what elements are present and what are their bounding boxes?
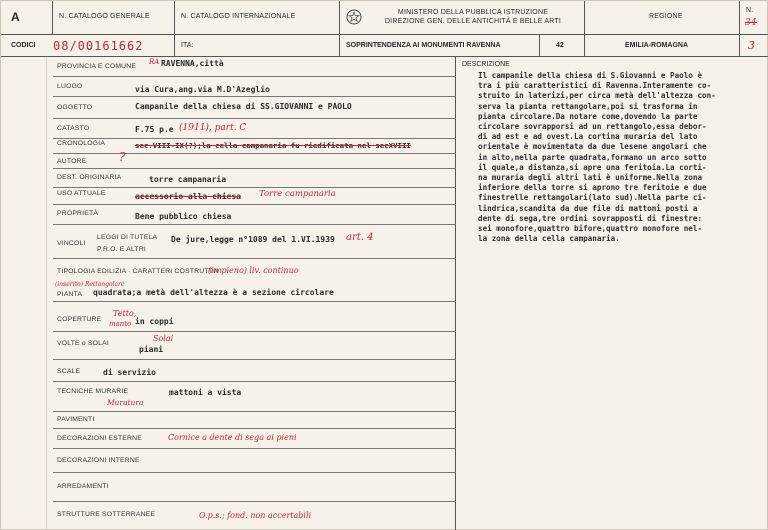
catalogo-internazionale-cell [175,1,340,35]
code-cell [540,35,585,57]
coperture-hand2: manto [109,320,132,328]
ita-cell [175,35,340,57]
field-pianta [53,280,456,302]
strutture-label: STRUTTURE SOTTERRANEE [57,511,156,518]
provincia-hand: RA [149,58,160,66]
description-panel [456,57,768,530]
pavimenti-label: PAVIMENTI [57,416,95,423]
field-arredamenti [53,473,456,502]
n-label: N. [746,7,754,14]
proprieta-label: PROPRIETÀ [57,210,99,217]
luogo-value: via Cura,ang.via M.D'Azeglio [135,85,270,94]
n-value: 3 [748,39,755,52]
scale-label: SCALE [57,368,81,375]
punch-margin [46,57,47,530]
provincia-label: PROVINCIA E COMUNE [57,63,137,70]
field-proprieta [53,205,456,225]
n-cell [740,1,768,35]
codes-row [1,35,768,57]
oggetto-label: OGGETTO [57,104,93,111]
provincia-value: RAVENNA,città [161,59,224,68]
proprieta-value: Bene pubblico chiesa [135,212,232,221]
uso-hand: Torre campanaria [259,189,336,199]
leggi-label: LEGGI DI TUTELA [97,234,158,241]
field-tipologia [53,259,456,280]
tecniche-label: TECNICHE MURARIE [57,388,129,395]
luogo-label: LUOGO [57,83,83,90]
field-decor-est [53,429,456,449]
republic-emblem-icon [346,9,362,25]
catasto-value: F.75 p.e [135,125,174,134]
coperture-hand: Tetto, [113,309,137,318]
field-luogo [53,77,456,97]
n-value-cell [740,35,768,57]
catasto-hand: (1911), part. C [179,123,247,133]
autore-hand: ? [119,150,126,164]
dest-value: torre campanaria [149,175,227,184]
coperture-label: COPERTURE [57,316,102,323]
cronologia-value: sec.VIII-IX(?);la cella campanaria fu riedificata nel secXVIII [135,141,411,150]
leggi-hand: art. 4 [346,232,374,243]
description-label: DESCRIZIONE [462,61,510,68]
soprintendenza-value: SOPRINTENDENZA AI MONUMENTI RAVENNA [346,42,501,49]
field-vincoli [53,225,456,259]
field-oggetto [53,97,456,119]
field-coperture [53,302,456,332]
field-pavimenti [53,412,456,429]
header-row [1,1,768,35]
regione-label: REGIONE [649,13,683,20]
strutture-hand: O.p.s.; fond. non accertabili [199,511,312,520]
field-catasto [53,119,456,139]
decor-est-hand: Cornice a dente di sega ai pieni [168,433,297,442]
form-fields [1,57,456,530]
code-value: 42 [556,42,564,49]
ministry-line2: DIREZIONE GEN. DELLE ANTICHITÀ E BELLE ARTI [384,18,562,25]
codici-label: CODICI [11,42,36,49]
field-autore [53,150,456,169]
ministry-line1: MINISTERO DELLA PUBBLICA ISTRUZIONE [397,9,549,16]
volte-label: VOLTE o SOLAI [57,340,109,347]
autore-label: AUTORE [57,158,87,165]
ita-label: ITA: [181,42,194,49]
codici-value: 08/00161662 [53,39,144,53]
regione-cell [585,35,740,57]
letter-cell [1,1,53,35]
regione-value: EMILIA-ROMAGNA [625,42,688,49]
regione-header-cell [585,1,740,35]
field-strutture [53,502,456,530]
arredamenti-label: ARREDAMENTI [57,483,109,490]
catasto-label: CATASTO [57,125,90,132]
pro-label: P.R.O. E ALTRI [97,246,147,253]
dest-label: DEST. ORIGINARIA [57,174,122,181]
catalogo-generale-label: N. CATALOGO GENERALE [59,13,150,20]
cronologia-label: CRONOLOGIA [57,140,106,147]
card-letter: A [11,10,20,24]
description-text: Il campanile della chiesa di S.Giovanni e Paolo è tra i più caratteristici di Ravenna.Interamente co- struito in laterizi,per circa metà dell'altezza con- serva la pianta rettangolare,poi si trasforma in pianta circolare.Da notare come,dovendo la parte circolare sovrapporsi ad un rettangolo,essa debor- di ad est e ad ovest.La cortina muraria del lato orientale è movimentata da due lesene angolari che in alto,nella parte quadrata,formano un arco sotto il quale,a distanza,si apre una feritoia.La corti- na muraria degli altri lati è uniforme.Nella zona inferiore della torre si aprono tre feritoie e due finestrelle rettangolari(lato sud).Nella parte ci- lindrica,scandita da due file di mattoni posti a dente di sega,tre ordini sovrapposti di finestre: sei monofore,quattro bifore,quattro monofore nel- la zona della cella campanaria. [478,71,716,244]
tipologia-hand: (in pieno) liv. continuo [208,266,299,275]
vincoli-label: VINCOLI [57,240,86,247]
decor-est-label: DECORAZIONI ESTERNE [57,435,142,442]
field-cronologia [53,139,456,154]
pianta-label: PIANTA [57,291,83,298]
field-tecniche [53,382,456,412]
field-dest [53,169,456,188]
field-volte [53,332,456,360]
field-decor-int [53,449,456,473]
n-value-old: 34 [745,18,757,28]
catalogo-generale-cell [53,1,175,35]
decor-int-label: DECORAZIONI INTERNE [57,457,140,464]
uso-value: accessorio alla chiesa [135,192,241,201]
field-scale [53,360,456,382]
field-provincia [53,57,456,77]
volte-value: piani [139,345,164,354]
tecniche-value: mattoni a vista [169,388,242,397]
oggetto-value: Campanile della chiesa di SS.GIOVANNI e PAOLO [135,102,352,111]
tecniche-hand: Muratura [107,398,144,407]
uso-label: USO ATTUALE [57,190,106,197]
codici-cell [1,35,175,57]
catalogo-internazionale-label: N. CATALOGO INTERNAZIONALE [181,13,296,20]
pianta-hand: (inserito) Rettangolare [55,281,125,288]
soprintendenza-cell [340,35,540,57]
volte-hand: Solai [153,334,174,343]
leggi-value: De jure,legge n°1089 del 1.VI.1939 [171,235,335,244]
coperture-value: in coppi [135,317,174,326]
ministry-cell [340,1,585,35]
field-uso [53,188,456,205]
scale-value: di servizio [103,368,156,377]
tipologia-label: TIPOLOGIA EDILIZIA · CARATTERI COSTRUTTIVI [57,268,222,275]
pianta-value: quadrata;a metà dell'altezza è a sezione circolare [93,288,334,297]
